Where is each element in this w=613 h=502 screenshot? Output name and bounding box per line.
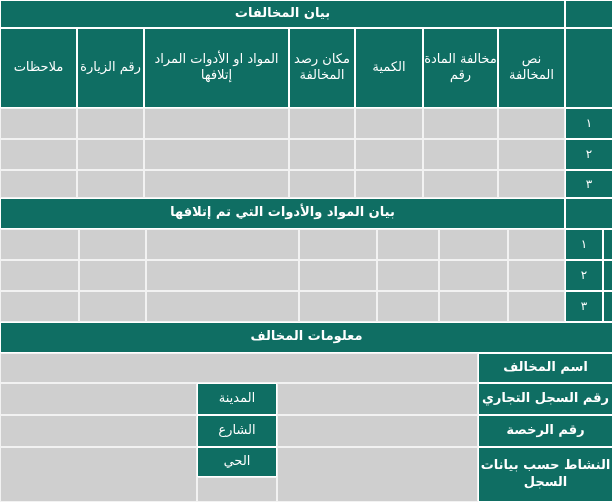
district-label: الحي [197, 447, 277, 477]
input-cell[interactable] [377, 291, 439, 322]
input-cell[interactable] [508, 260, 565, 291]
header-visit-number: رقم الزيارة [77, 28, 144, 108]
input-cell[interactable] [355, 139, 423, 170]
city-label: المدينة [197, 383, 277, 415]
activity-label: النشاط حسب بيانات السجل [478, 447, 613, 502]
input-cell[interactable] [508, 229, 565, 260]
input-cell[interactable] [0, 139, 77, 170]
edge-cell [603, 229, 613, 260]
header-quantity: الكمية [355, 28, 423, 108]
input-cell[interactable] [0, 108, 77, 139]
input-cell[interactable] [146, 260, 299, 291]
input-cell[interactable] [299, 229, 377, 260]
row-number: ٣ [565, 291, 603, 322]
activity-input[interactable] [277, 447, 478, 502]
input-cell[interactable] [289, 170, 355, 198]
violator-title: معلومات المخالف [0, 322, 613, 353]
input-cell[interactable] [0, 260, 79, 291]
cr-number-label: رقم السجل التجاري [478, 383, 613, 415]
header-num-cell [565, 28, 613, 108]
header-article-number: مخالفة المادة رقم [423, 28, 498, 108]
input-cell[interactable] [0, 229, 79, 260]
violations-title: بيان المخالفات [0, 0, 565, 28]
input-cell[interactable] [439, 229, 508, 260]
input-cell[interactable] [508, 291, 565, 322]
row-number: ٣ [565, 170, 613, 198]
edge-cell [603, 260, 613, 291]
input-cell[interactable] [439, 291, 508, 322]
license-input[interactable] [277, 415, 478, 447]
row-number: ٢ [565, 260, 603, 291]
input-cell[interactable] [423, 170, 498, 198]
input-cell[interactable] [0, 291, 79, 322]
input-cell[interactable] [289, 139, 355, 170]
city-input[interactable] [0, 383, 197, 415]
row-number: ١ [565, 108, 613, 139]
input-cell[interactable] [77, 108, 144, 139]
input-cell[interactable] [299, 291, 377, 322]
edge-cell [603, 291, 613, 322]
input-cell[interactable] [77, 139, 144, 170]
input-cell[interactable] [144, 170, 289, 198]
header-notes: ملاحظات [0, 28, 77, 108]
input-cell[interactable] [79, 260, 146, 291]
cr-number-input[interactable] [277, 383, 478, 415]
input-cell[interactable] [423, 139, 498, 170]
input-cell[interactable] [498, 170, 565, 198]
materials-title: بيان المواد والأدوات التي تم إتلافها [0, 198, 565, 229]
district-input[interactable] [0, 447, 197, 502]
input-cell[interactable] [77, 170, 144, 198]
input-cell[interactable] [377, 260, 439, 291]
input-cell[interactable] [79, 291, 146, 322]
input-cell[interactable] [146, 291, 299, 322]
input-cell[interactable] [79, 229, 146, 260]
corner-cell [565, 198, 613, 229]
license-label: رقم الرخصة [478, 415, 613, 447]
row-number: ٢ [565, 139, 613, 170]
input-cell[interactable] [355, 170, 423, 198]
header-materials: المواد او الأدوات المراد إتلافها [144, 28, 289, 108]
input-cell[interactable] [144, 139, 289, 170]
row-number: ١ [565, 229, 603, 260]
input-cell[interactable] [299, 260, 377, 291]
input-cell[interactable] [144, 108, 289, 139]
input-cell[interactable] [498, 139, 565, 170]
district-extra-cell[interactable] [197, 477, 277, 502]
violator-name-input[interactable] [0, 353, 478, 383]
input-cell[interactable] [498, 108, 565, 139]
input-cell[interactable] [289, 108, 355, 139]
header-location: مكان رصد المخالفة [289, 28, 355, 108]
street-input[interactable] [0, 415, 197, 447]
input-cell[interactable] [146, 229, 299, 260]
input-cell[interactable] [439, 260, 508, 291]
street-label: الشارع [197, 415, 277, 447]
input-cell[interactable] [0, 170, 77, 198]
violator-name-label: اسم المخالف [478, 353, 613, 383]
input-cell[interactable] [377, 229, 439, 260]
header-violation-text: نص المخالفة [498, 28, 565, 108]
input-cell[interactable] [423, 108, 498, 139]
input-cell[interactable] [355, 108, 423, 139]
corner-cell [565, 0, 613, 28]
